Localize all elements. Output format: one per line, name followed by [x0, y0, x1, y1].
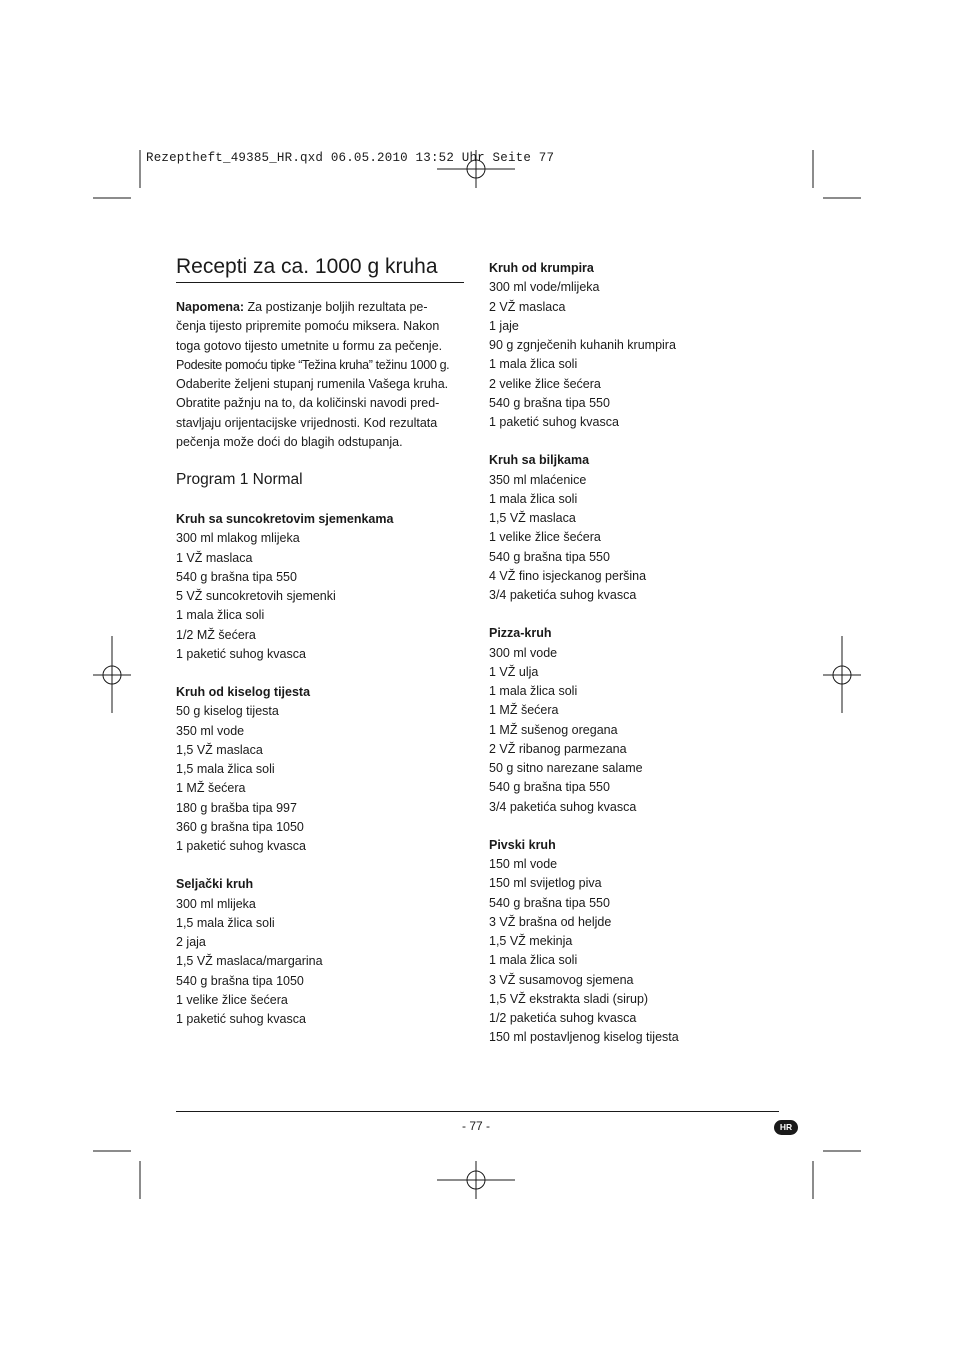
note-line: čenja tijesto pripremite pomoću miksera. Nakon [176, 319, 440, 334]
ingredient-list [176, 895, 476, 1030]
page-number: - 77 - [461, 1119, 490, 1133]
ingredient-item: 50 g sitno narezane salame [489, 761, 643, 775]
program-heading: Program 1 Normal [176, 471, 303, 488]
ingredient-item: 1 MŽ šećera [489, 703, 559, 718]
recipe-title: Pizza-kruh [489, 626, 552, 641]
ingredient-item: 150 ml svijetlog piva [489, 876, 602, 891]
ingredient-item: 1 paketić suhog kvasca [176, 839, 306, 853]
ingredient-item: 540 g brašna tipa 550 [489, 895, 610, 910]
ingredient-item: 300 ml vode [489, 645, 558, 660]
left-column [176, 510, 476, 1048]
ingredient-item: 150 ml vode [489, 857, 558, 871]
ingredient-item: 1,5 VŽ mekinja [489, 934, 573, 948]
ingredient-list [489, 471, 789, 606]
ingredient-item: 1 velike žlice šećera [176, 992, 288, 1007]
recipe-block [176, 510, 476, 664]
ingredient-item: 50 g kiselog tijesta [176, 704, 279, 719]
ingredient-item: 1,5 mala žlica soli [176, 762, 275, 776]
recipe-block [489, 451, 789, 605]
ingredient-item: 1/2 MŽ šećera [176, 627, 256, 642]
ingredient-item: 540 g brašna tipa 1050 [176, 973, 304, 988]
recipe-title: Pivski kruh [489, 837, 556, 852]
ingredient-item: 3/4 paketića suhog kvasca [489, 588, 637, 602]
ingredient-item: 1,5 VŽ maslaca [489, 511, 576, 525]
ingredient-item: 300 ml mlakog mlijeka [176, 531, 300, 546]
ingredient-item: 1 VŽ maslaca [176, 550, 253, 565]
ingredient-item: 540 g brašna tipa 550 [176, 569, 297, 584]
ingredient-item: 90 g zgnječenih kuhanih krumpira [489, 338, 676, 352]
recipe-title: Kruh od kiselog tijesta [176, 685, 311, 699]
ingredient-item: 2 jaja [176, 935, 206, 949]
ingredient-list [489, 644, 789, 817]
recipe-title: Kruh sa biljkama [489, 453, 590, 468]
ingredient-item: 350 ml mlaćenice [489, 472, 587, 487]
ingredient-item: 1/2 paketića suhog kvasca [489, 1011, 637, 1025]
ingredient-item: 1 mala žlica soli [489, 684, 578, 698]
language-badge: HR [774, 1120, 798, 1135]
ingredient-item: 3 VŽ susamovog sjemena [489, 972, 634, 987]
recipe-block [489, 836, 789, 1048]
ingredient-list [176, 702, 476, 856]
ingredient-list [489, 855, 789, 1048]
recipe-block [176, 875, 476, 1029]
ingredient-item: 1 VŽ ulja [489, 664, 539, 679]
ingredient-item: 1,5 VŽ maslaca/margarina [176, 954, 323, 969]
ingredient-item: 1 velike žlice šećera [489, 530, 601, 545]
note-line: stavljaju orijentacijske vrijednosti. Kod rezultata [176, 415, 438, 430]
ingredient-item: 540 g brašna tipa 550 [489, 395, 610, 410]
print-slug: Rezeptheft_49385_HR.qxd 06.05.2010 13:52 Uhr Seite 77 [146, 151, 555, 165]
note-line: toga gotovo tijesto umetnite u formu za pečenje. [176, 338, 443, 353]
ingredient-list [176, 529, 476, 664]
ingredient-item: 1 MŽ sušenog oregana [489, 722, 618, 737]
ingredient-item: 2 VŽ maslaca [489, 299, 566, 314]
right-column [489, 259, 789, 1067]
note-line: pečenja može doći do blagih odstupanja. [176, 435, 403, 450]
ingredient-item: 2 velike žlice šećera [489, 376, 601, 391]
ingredient-list [489, 278, 789, 432]
ingredient-item: 540 g brašna tipa 550 [489, 549, 610, 564]
ingredient-item: 300 ml vode/mlijeka [489, 280, 600, 295]
page-title: Recepti za ca. 1000 g kruha [176, 253, 464, 283]
ingredient-item: 1 mala žlica soli [489, 357, 578, 372]
ingredient-item: 1,5 VŽ ekstrakta sladi (sirup) [489, 991, 649, 1006]
ingredient-item: 1 MŽ šećera [176, 781, 246, 796]
recipe-title: Kruh od krumpira [489, 261, 594, 275]
ingredient-item: 1 jaje [489, 318, 519, 333]
ingredient-item: 1,5 mala žlica soli [176, 915, 275, 930]
ingredient-item: 4 VŽ fino isjeckanog peršina [489, 568, 647, 583]
ingredient-item: 1 mala žlica soli [176, 608, 265, 623]
note-label: Napomena: [176, 300, 245, 314]
ingredient-item: 1 paketić suhog kvasca [176, 646, 306, 661]
recipe-title: Seljački kruh [176, 877, 254, 892]
ingredient-item: 1 paketić suhog kvasca [176, 1012, 306, 1026]
ingredient-item: 150 ml postavljenog kiselog tijesta [489, 1030, 679, 1045]
note-line: Podesite pomoću tipke “Težina kruha” težinu 1000 g. [176, 357, 450, 372]
footer-rule [176, 1111, 779, 1112]
ingredient-item: 1 mala žlica soli [489, 491, 578, 506]
ingredient-item: 2 VŽ ribanog parmezana [489, 741, 627, 756]
ingredient-item: 180 g brašba tipa 997 [176, 800, 297, 815]
note-line: Obratite pažnju na to, da količinski navodi pred- [176, 396, 440, 411]
ingredient-item: 300 ml mlijeka [176, 896, 256, 911]
ingredient-item: 1 paketić suhog kvasca [489, 415, 619, 429]
ingredient-item: 3/4 paketića suhog kvasca [489, 799, 637, 814]
recipe-title: Kruh sa suncokretovim sjemenkama [176, 512, 394, 526]
ingredient-item: 350 ml vode [176, 723, 245, 738]
ingredient-item: 1 mala žlica soli [489, 953, 578, 968]
ingredient-item: 1,5 VŽ maslaca [176, 742, 263, 757]
ingredient-item: 3 VŽ brašna od heljde [489, 914, 612, 929]
ingredient-item: 360 g brašna tipa 1050 [176, 819, 304, 834]
ingredient-item: 540 g brašna tipa 550 [489, 780, 610, 795]
ingredient-item: 5 VŽ suncokretovih sjemenki [176, 589, 336, 603]
note-paragraph [176, 298, 466, 452]
note-line: Za postizanje boljih rezultata pe- [244, 300, 428, 314]
recipe-block [176, 683, 476, 856]
recipe-block [489, 624, 789, 817]
note-line: Odaberite željeni stupanj rumenila Vašega kruha. [176, 377, 449, 392]
recipe-block [489, 259, 789, 432]
